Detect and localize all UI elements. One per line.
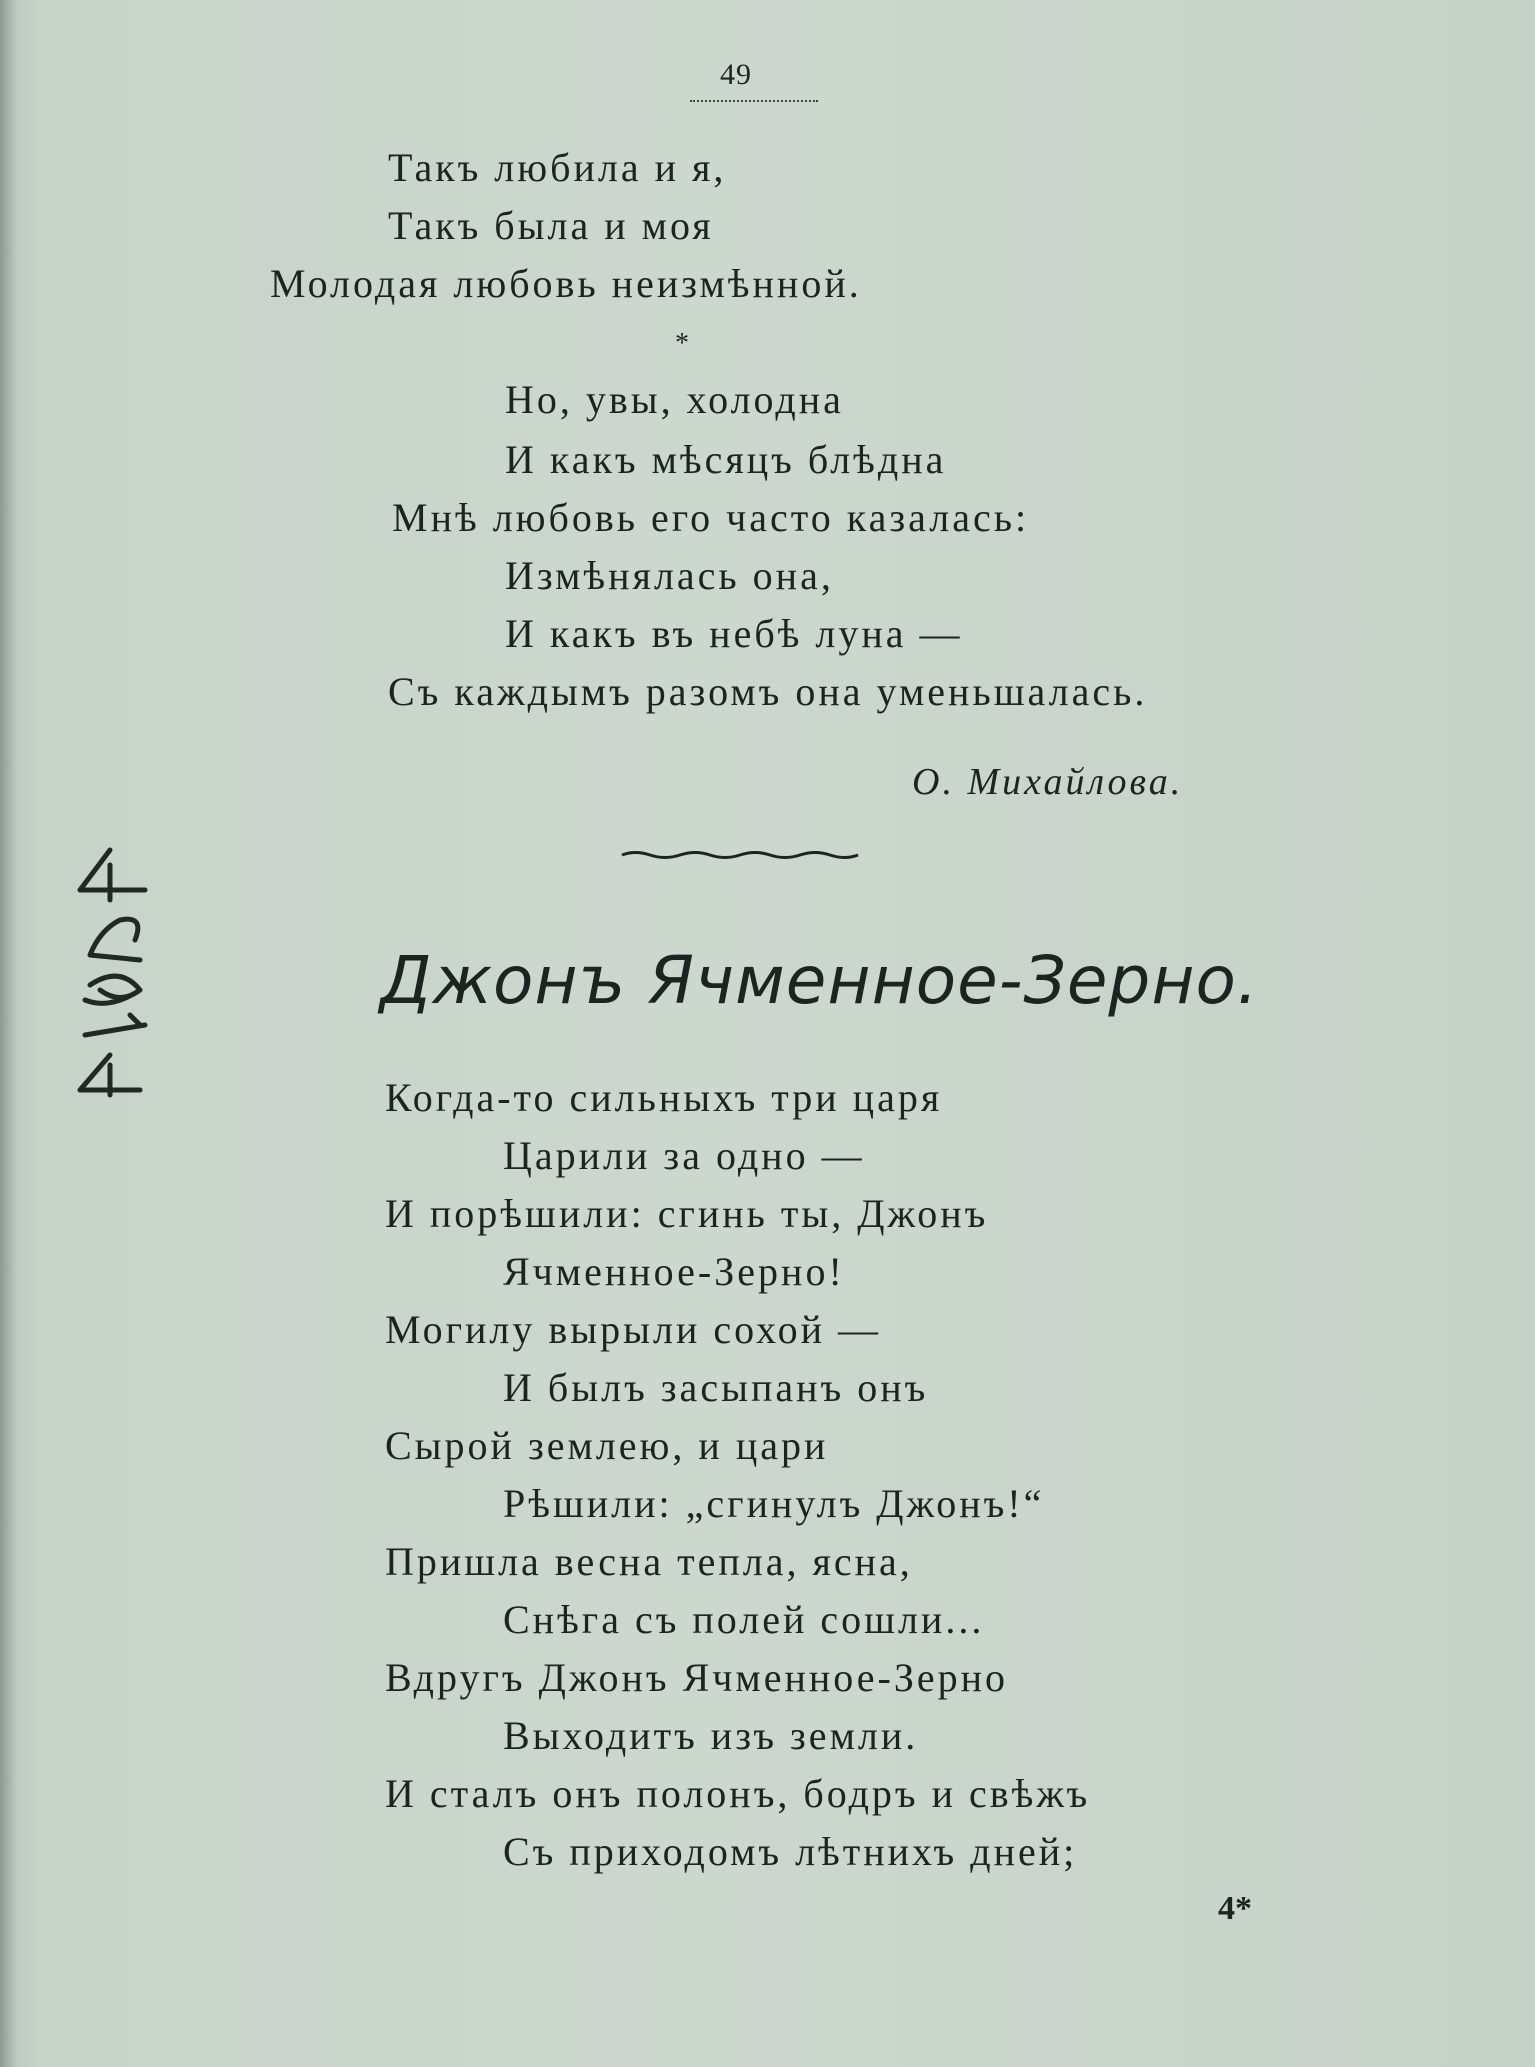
page-gutter-shadow xyxy=(0,0,18,2067)
poem-line-13: И сталъ онъ полонъ, бодръ и свѣжъ xyxy=(385,1771,1091,1816)
stanza-separator: * xyxy=(675,328,689,359)
stanza-one-line-1: Такъ любила и я, xyxy=(388,145,727,190)
stanza-two-line-2: И какъ мѣсяцъ блѣдна xyxy=(505,437,947,482)
poem-line-6: И былъ засыпанъ онъ xyxy=(503,1365,929,1410)
handwritten-inventory-number xyxy=(50,820,160,1100)
stanza-two-line-3: Мнѣ любовь его часто казалась: xyxy=(392,495,1030,540)
poem-line-9: Пришла весна тепла, ясна, xyxy=(385,1539,913,1584)
stanza-two-line-4: Измѣнялась она, xyxy=(505,553,834,598)
stanza-one-line-3: Молодая любовь неизмѣнной. xyxy=(270,261,862,306)
poem-line-8: Рѣшили: „сгинулъ Джонъ!“ xyxy=(503,1481,1045,1526)
poem-line-11: Вдругъ Джонъ Ячменное-Зерно xyxy=(385,1655,1009,1700)
section-divider-ornament xyxy=(620,848,860,862)
stanza-two-line-1: Но, увы, холодна xyxy=(505,377,844,422)
poem-line-12: Выходитъ изъ земли. xyxy=(503,1713,919,1758)
poem-line-7: Сырой землею, и цари xyxy=(385,1423,829,1468)
poem-line-1: Когда-то сильныхъ три царя xyxy=(385,1075,943,1120)
signature-mark: 4* xyxy=(1218,1890,1252,1927)
poem-line-5: Могилу вырыли сохой — xyxy=(385,1307,881,1352)
poem-title: Джонъ Ячменное-Зерно. xyxy=(380,942,1259,1019)
stanza-two-line-5: И какъ въ небѣ луна — xyxy=(505,611,963,656)
poem-line-3: И порѣшили: сгинь ты, Джонъ xyxy=(385,1191,989,1236)
page-number: 49 xyxy=(720,58,752,91)
poem-line-10: Снѣга съ полей сошли... xyxy=(503,1597,985,1642)
poem-line-2: Царили за одно — xyxy=(503,1133,865,1178)
poem-line-4: Ячменное-Зерно! xyxy=(503,1249,845,1294)
poem-line-14: Съ приходомъ лѣтнихъ дней; xyxy=(503,1829,1078,1874)
stanza-one-line-2: Такъ была и моя xyxy=(388,203,714,248)
page-number-rule xyxy=(690,100,818,102)
author-signature: О. Михайлова. xyxy=(912,761,1184,803)
stanza-two-line-6: Съ каждымъ разомъ она уменьшалась. xyxy=(388,669,1148,714)
